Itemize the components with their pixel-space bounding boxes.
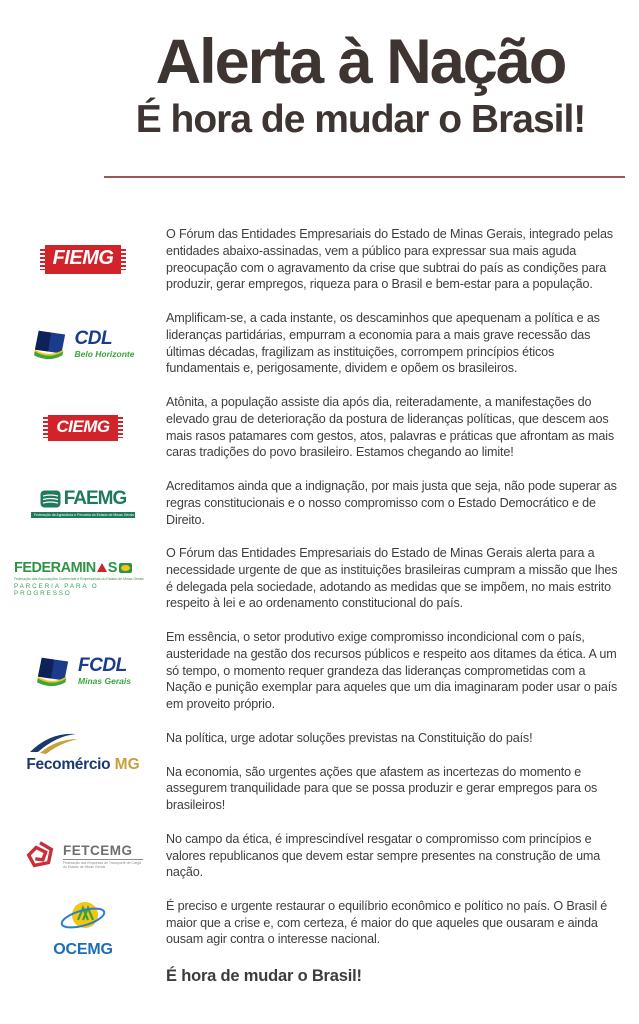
fetcemg-name: FETCEMG xyxy=(63,843,143,860)
stripe-decoration-icon xyxy=(118,417,123,438)
faemg-tagline: Federação da Agricultura e Pecuária do Estado de Minas Gerais xyxy=(31,512,135,518)
faemg-logo xyxy=(0,488,166,518)
fecomercio-name: Fecomércio xyxy=(26,755,111,773)
text-cell xyxy=(166,730,639,814)
federaminas-tagline: PARCERIA PARA O PROGRESSO xyxy=(14,583,99,598)
paragraph-7: Na política, urge adotar soluções previstas na Constituição do país! xyxy=(166,730,533,745)
red-triangle-icon xyxy=(97,563,107,572)
faemg-top xyxy=(40,488,127,510)
ciemg-badge xyxy=(43,415,122,441)
ocemg-name: OCEMG xyxy=(53,941,113,959)
text-cell xyxy=(166,898,639,986)
paragraph-5: O Fórum das Entidades Empresariais do Estado de Minas Gerais alerta para a necessidade urgente de que as instituições brasileiras cumpram a missão que lhes é delegada pela sociedade, adotando as medidas que se impõem, no mais estrito respeito à lei e ao ordenamento constitucional do país. xyxy=(166,546,618,611)
fetcemg-tagline: Federação das Empresas de Transporte de Carga do Estado de Minas Gerais xyxy=(63,860,142,869)
fiemg-badge xyxy=(40,245,127,274)
row-cdl-bh xyxy=(0,310,639,377)
faemg-name: FAEMG xyxy=(63,488,127,510)
text-cell xyxy=(166,226,639,293)
fcdl-logo xyxy=(0,654,166,688)
row-fcdl xyxy=(0,629,639,713)
text-cell xyxy=(166,831,639,881)
fecomercio-text xyxy=(26,757,139,773)
paragraph-2: Amplificam-se, a cada instante, os descaminhos que apequenam a política e as lideranças partidárias, empurram a economia para a mais grave recessão das últimas décadas, fragilizam as instituições, corrompem princípios éticos fundamentais e, perigosamente, dividem e opõem os brasileiros. xyxy=(166,311,600,376)
brazil-flag-icon xyxy=(119,563,132,573)
federaminas-lockup xyxy=(14,560,152,597)
fecomercio-logo xyxy=(0,730,166,773)
row-federaminas xyxy=(0,545,639,612)
cdl-bh-name: CDL xyxy=(74,327,113,349)
ocemg-globe-icon xyxy=(57,898,109,940)
ocemg-logo xyxy=(0,898,166,959)
cdl-book-icon xyxy=(32,327,70,361)
fecomercio-lockup xyxy=(26,730,139,773)
row-fetcemg xyxy=(0,831,639,881)
cdl-bh-lockup xyxy=(32,327,135,361)
paragraph-1: O Fórum das Entidades Empresariais do Estado de Minas Gerais, integrado pelas entidades abaixo-assinadas, vem a público para expressar sua mais aguda preocupação com o agravamento da crise que subtrai do país as condições para produzir, gerar empregos, riqueza para o Brasil e bem-estar para a população. xyxy=(166,227,613,292)
row-fecomercio xyxy=(0,730,639,814)
row-fiemg xyxy=(0,226,639,293)
federaminas-name xyxy=(14,560,132,576)
fetcemg-logo xyxy=(0,839,166,873)
text-cell xyxy=(166,394,639,461)
row-ciemg xyxy=(0,394,639,461)
fiemg-logo xyxy=(0,245,166,274)
cdl-bh-subname: Belo Horizonte xyxy=(74,348,135,359)
fcdl-book-icon xyxy=(35,654,73,688)
federaminas-name-part2: S xyxy=(107,560,117,577)
paragraph-3: Atônita, a população assiste dia após dia, reiteradamente, a manifestações do elevado grau de deterioração da postura de lideranças políticas, que descem aos mais rasos patamares com gestos, atos, palavras e práticas que afrontam as mais caras tradições do povo brasileiro. Estamos chegando ao limite! xyxy=(166,395,615,460)
fecomercio-swoosh-icon xyxy=(26,730,84,756)
fetcemg-spiral-icon xyxy=(23,839,57,873)
fcdl-lockup xyxy=(35,654,131,688)
fetcemg-lockup xyxy=(23,839,143,873)
text-cell xyxy=(166,629,639,713)
cdl-bh-text xyxy=(75,329,135,359)
paragraph-6: Em essência, o setor produtivo exige compromisso incondicional com o país, austeridade na gestão dos recursos públicos e respeito aos ditames da ética. A um só tempo, o momento requer grandeza das lideranças comprometidas com a Nação e punição exemplar para aqueles que um dia imaginaram poder usar o país em proveito próprio. xyxy=(166,630,618,712)
ciemg-logo xyxy=(0,415,166,441)
fecomercio-subname: MG xyxy=(110,755,140,773)
fetcemg-text xyxy=(63,843,143,869)
divider-rule xyxy=(104,176,625,178)
content xyxy=(0,226,639,986)
faemg-field-icon xyxy=(40,490,61,508)
paragraph-9: No campo da ética, é imprescindível resgatar o compromisso com princípios e valores republicanos que devem estar sempre presentes na construção de uma nação. xyxy=(166,831,601,880)
stripe-decoration-icon xyxy=(121,249,126,270)
federaminas-subtext: Federação das Associações Comerciais e Empresariais do Estado de Minas Gerais xyxy=(14,577,144,582)
fcdl-name: FCDL xyxy=(78,655,127,677)
federaminas-name-part1: FEDERAMIN xyxy=(14,560,96,577)
fiemg-logo-text: FIEMG xyxy=(45,245,122,274)
paragraph-4: Acreditamos ainda que a indignação, por mais justa que seja, não pode superar as regras constitucionais e o nosso compromisso com o Estado Democrático e de Direito. xyxy=(166,479,617,527)
ciemg-logo-text: CIEMG xyxy=(48,415,117,441)
page-title: Alerta à Nação xyxy=(155,27,566,97)
fcdl-subname: Minas Gerais xyxy=(78,676,131,687)
federaminas-logo xyxy=(0,560,166,597)
text-cell xyxy=(166,478,639,528)
text-cell xyxy=(166,545,639,612)
closing-statement: É hora de mudar o Brasil! xyxy=(166,967,362,986)
text-cell xyxy=(166,310,639,377)
header xyxy=(96,27,625,142)
row-ocemg xyxy=(0,898,639,986)
cdl-bh-logo xyxy=(0,327,166,361)
row-faemg xyxy=(0,478,639,528)
faemg-lockup xyxy=(31,488,135,518)
ocemg-lockup xyxy=(53,898,112,959)
paragraph-10: É preciso e urgente restaurar o equilíbrio econômico e político no país. O Brasil é maior que a crise e, com certeza, é maior do que aqueles que ousaram e ainda ousam agir contra o interesse nacional. xyxy=(166,899,608,947)
page-subtitle: É hora de mudar o Brasil! xyxy=(135,98,586,142)
paragraph-8: Na economia, são urgentes ações que afastem as incertezas do momento e assegurem tranquilidade para que se possa produzir e gerar empregos para os brasileiros! xyxy=(166,764,598,813)
fcdl-text xyxy=(78,656,131,686)
